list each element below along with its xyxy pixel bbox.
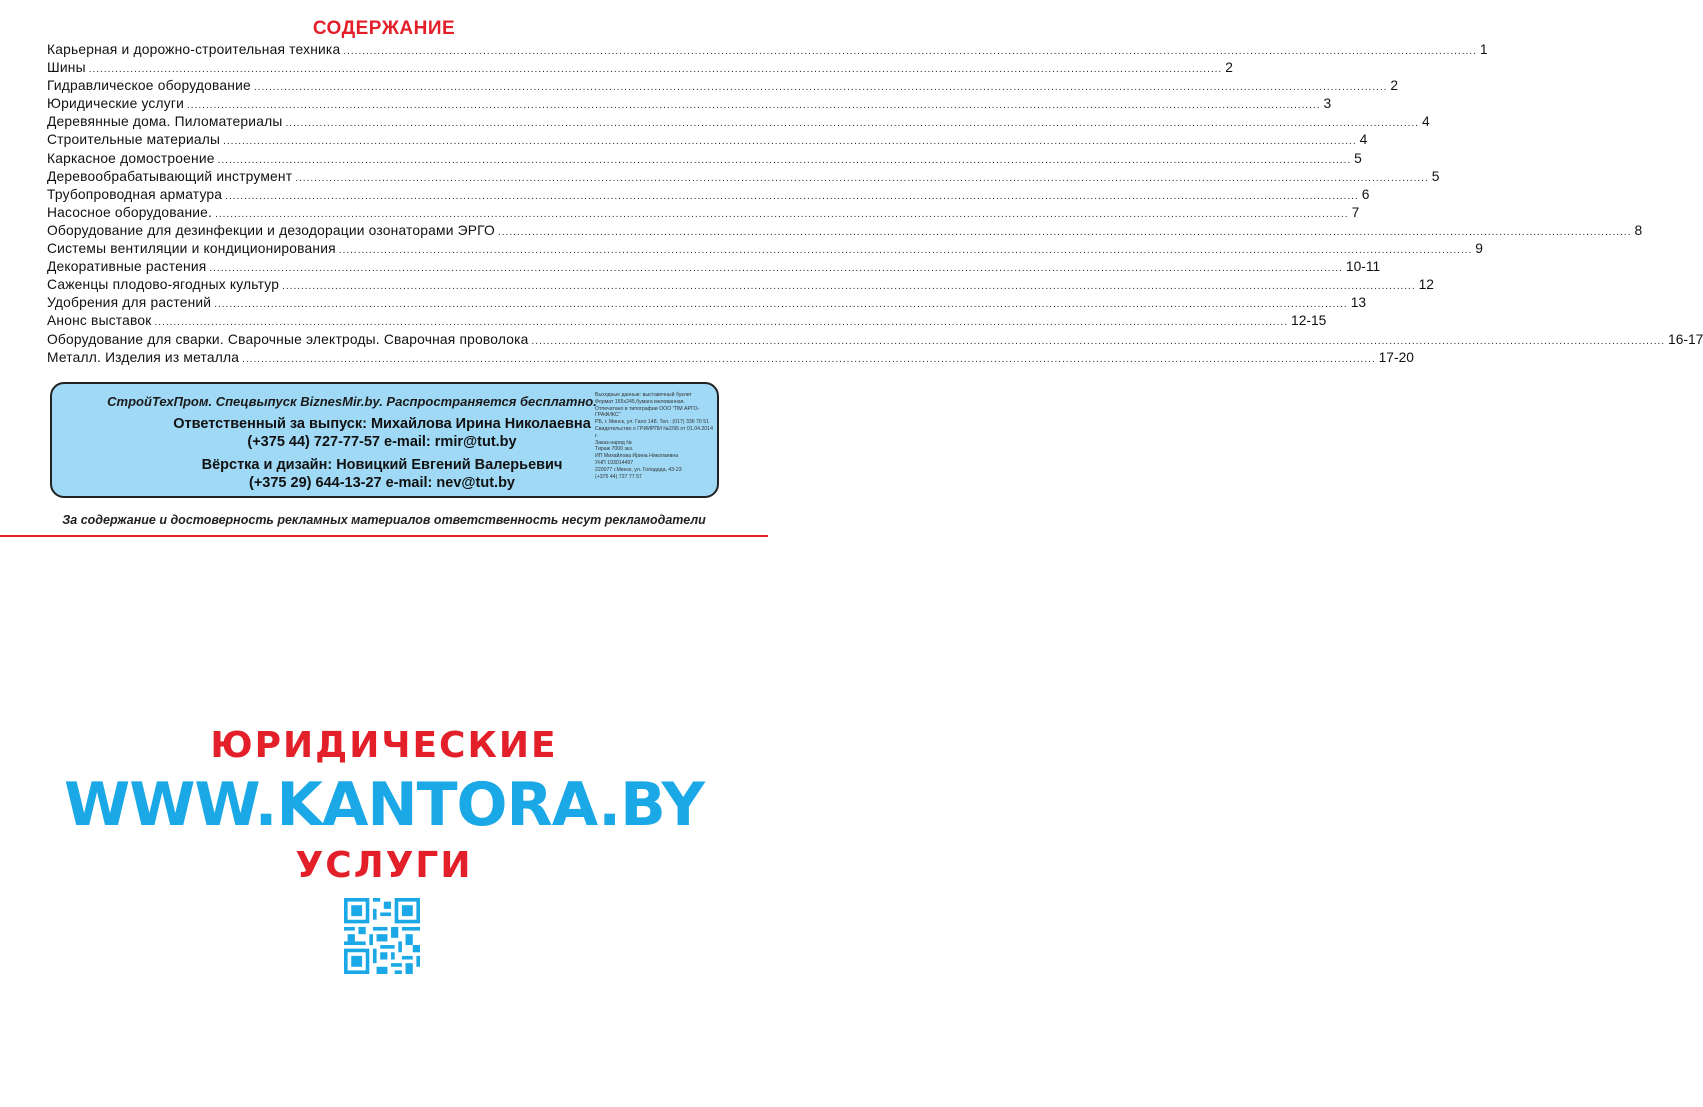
toc-row [47, 114, 1430, 132]
toc-leader-dots: ............................................................................................................................................................................................................................................................................................................ [497, 226, 1632, 238]
toc-item-label: Трубопроводная арматура [47, 186, 223, 202]
toc-leader-dots: ............................................................................................................................................................................................................................................................................................................ [223, 136, 1357, 148]
toc-item-label: Металл. Изделия из металла [47, 349, 240, 365]
toc-row [47, 132, 1368, 150]
toc-item-page: 17-20 [1378, 349, 1414, 365]
imprint-line: Свидетельство о ГРИИРПИ №2/95 от 01.04.2014 г. [595, 425, 713, 439]
qr-code-icon[interactable] [344, 898, 420, 974]
toc-item-page: 4 [1359, 132, 1368, 148]
toc-leader-dots: ............................................................................................................................................................................................................................................................................................................ [343, 46, 1477, 57]
imprint-line: Тираж 7000 экз. [595, 446, 634, 453]
imprint-line: 220077 г.Минск, ул. Голодеда, 43-23 [595, 466, 682, 473]
toc-row [47, 349, 1414, 368]
toc-leader-dots: ............................................................................................................................................................................................................................................................................................................ [214, 299, 1348, 311]
toc-item-page: 1 [1479, 42, 1488, 57]
toc-row [47, 186, 1370, 205]
toc-item-label: Строительные материалы [47, 132, 221, 148]
imprint-line: Формат 165x245,бумага мелованная. [595, 398, 685, 405]
toc-leader-dots: ............................................................................................................................................................................................................................................................................................................ [242, 353, 1376, 365]
toc-item-page: 16-17 [1668, 331, 1703, 347]
toc-row [47, 241, 1483, 259]
toc-leader-dots: ............................................................................................................................................................................................................................................................................................................ [187, 100, 1321, 112]
toc-row [47, 96, 1332, 114]
ad-url[interactable]: WWW.KANTORA.BY [64, 770, 704, 840]
toc-item-label: Деревянные дома. Пиломатериалы [47, 114, 283, 130]
toc-row [47, 313, 1327, 331]
toc-row [47, 168, 1440, 187]
info-box [50, 382, 719, 498]
imprint-line: УНП 193014497 [595, 459, 634, 466]
toc-item-page: 3 [1323, 96, 1332, 112]
toc-leader-dots: ............................................................................................................................................................................................................................................................................................................ [282, 281, 1416, 293]
toc-item-page: 9 [1475, 241, 1483, 257]
toc-item-label: Оборудование для сварки. Сварочные электроды. Сварочная проволока [47, 331, 529, 347]
imprint-line: ИП Михайлова Ирина Николаевна [595, 453, 679, 460]
toc-item-page: 7 [1351, 204, 1360, 220]
toc-item-label: Удобрения для растений [47, 295, 212, 311]
toc-item-page: 13 [1350, 295, 1367, 311]
toc-leader-dots: ............................................................................................................................................................................................................................................................................................................ [295, 172, 1429, 184]
toc-row [47, 204, 1360, 223]
toc-title: СОДЕРЖАНИЕ [312, 18, 456, 39]
toc-item-page: 8 [1634, 222, 1643, 238]
toc-row [47, 277, 1434, 295]
toc-item-page: 6 [1361, 186, 1370, 202]
editor-contact: (+375 44) 727-77-57 e-mail: rmir@tut.by [247, 434, 517, 450]
toc-row [47, 222, 1643, 241]
imprint-line: Отпечатано в типографии ООО "ПМ АРГО-ГРАФИКС" [595, 405, 700, 419]
toc-item-label: Декоративные растения [47, 259, 207, 275]
toc-item-label: Деревообрабатывающий инструмент [47, 168, 293, 184]
imprint-line: Выходные данные: выставочный буклет [595, 392, 692, 398]
toc-leader-dots: ............................................................................................................................................................................................................................................................................................................ [338, 245, 1473, 257]
ad-heading-bottom: УСЛУГИ [295, 845, 473, 886]
designer-line: Вёрстка и дизайн: Новицкий Евгений Валерьевич [201, 457, 563, 473]
toc-item-page: 4 [1421, 114, 1430, 130]
toc-row [47, 259, 1381, 277]
toc-item-label: Шины [47, 60, 86, 76]
toc-leader-dots: ............................................................................................................................................................................................................................................................................................................ [215, 208, 1349, 220]
toc-leader-dots: ............................................................................................................................................................................................................................................................................................................ [253, 82, 1388, 94]
toc-row [47, 78, 1399, 96]
toc-leader-dots: ............................................................................................................................................................................................................................................................................................................ [88, 64, 1223, 76]
toc-row [47, 60, 1233, 78]
toc-item-label: Саженцы плодово-ягодных культур [47, 277, 280, 293]
toc-item-label: Насосное оборудование. [47, 204, 213, 220]
toc-row [47, 295, 1367, 313]
toc-item-label: Карьерная и дорожно-строительная техника [47, 42, 341, 57]
toc-item-page: 5 [1354, 150, 1362, 166]
toc-item-page: 2 [1390, 78, 1399, 94]
toc-item-label: Анонс выставок [47, 313, 152, 329]
toc-leader-dots: ............................................................................................................................................................................................................................................................................................................ [225, 190, 1359, 202]
toc-item-label: Системы вентиляции и кондиционирования [47, 241, 336, 257]
toc-list [47, 42, 1703, 368]
toc-item-label: Юридические услуги [47, 96, 185, 112]
ad-heading-top: ЮРИДИЧЕСКИЕ [210, 725, 558, 766]
toc-item-label: Гидравлическое оборудование [47, 78, 251, 94]
toc-leader-dots: ............................................................................................................................................................................................................................................................................................................ [154, 317, 1289, 329]
designer-contact: (+375 29) 644-13-27 e-mail: nev@tut.by [249, 475, 515, 491]
imprint-line: Заказ-наряд № [595, 439, 632, 446]
toc-leader-dots: ............................................................................................................................................................................................................................................................................................................ [285, 118, 1419, 130]
toc-item-page: 2 [1225, 60, 1233, 76]
toc-row [47, 42, 1488, 60]
imprint-line: (+375 44) 727 77 57 [595, 473, 642, 480]
imprint-line: РБ, г. Минск, ул. Гало 148. Тел.: (017) 336 70 51 [595, 419, 710, 426]
imprint-block [595, 392, 715, 480]
toc-item-page: 12-15 [1291, 313, 1327, 329]
toc-leader-dots: ............................................................................................................................................................................................................................................................................................................ [531, 335, 1666, 347]
toc-item-page: 5 [1431, 168, 1440, 184]
toc-item-label: Каркасное домостроение [47, 150, 215, 166]
editor-line: Ответственный за выпуск: Михайлова Ирина Николаевна [173, 416, 591, 432]
divider [0, 535, 768, 537]
toc-row [47, 331, 1703, 350]
toc-leader-dots: ............................................................................................................................................................................................................................................................................................................ [209, 263, 1343, 275]
toc-leader-dots: ............................................................................................................................................................................................................................................................................................................ [217, 154, 1352, 166]
toc-item-label: Оборудование для дезинфекции и дезодорации озонаторами ЭРГО [47, 222, 495, 238]
tagline: СтройТехПром. Спецвыпуск BiznesMir.by. Распространяется бесплатно. [107, 394, 597, 409]
toc-item-page: 12 [1418, 277, 1434, 293]
toc-item-page: 10-11 [1345, 259, 1381, 275]
disclaimer: За содержание и достоверность рекламных материалов ответственность несут рекламодатели [62, 513, 706, 527]
toc-row [47, 150, 1362, 169]
